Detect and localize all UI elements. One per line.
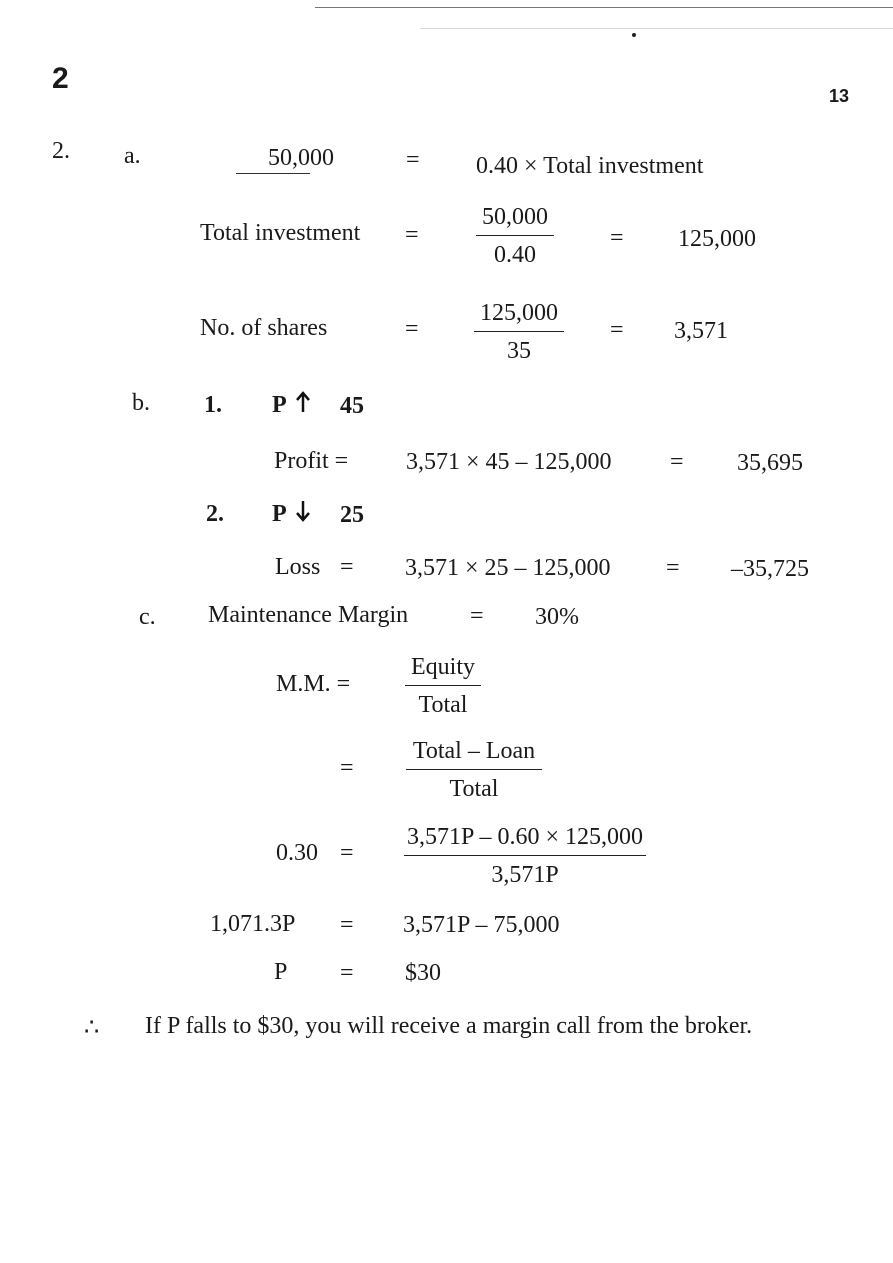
part-a-line1-left: 50,000 xyxy=(268,145,334,171)
fraction-denominator: 0.40 xyxy=(494,242,536,268)
no-of-shares-eq2: = xyxy=(610,317,624,343)
up-arrow-icon xyxy=(295,390,311,414)
no-of-shares-result: 3,571 xyxy=(674,318,728,344)
profit-calc: 3,571 × 45 – 125,000 xyxy=(406,449,612,475)
no-of-shares-fraction xyxy=(474,300,564,365)
price-result-left: P xyxy=(274,959,288,985)
loss-label: Loss xyxy=(275,554,321,580)
page-number: 13 xyxy=(829,86,850,106)
maintenance-margin-value: 30% xyxy=(535,604,579,630)
equity-over-total-fraction xyxy=(405,654,481,719)
loss-label-eq: = xyxy=(340,554,354,580)
therefore-symbol: ∴ xyxy=(84,1015,100,1041)
loss-eq: = xyxy=(666,555,680,581)
mm-formula4-left: 1,071.3P xyxy=(210,911,296,937)
conclusion-text: If P falls to $30, you will receive a margin call from the broker. xyxy=(145,1013,753,1039)
loss-result: –35,725 xyxy=(731,556,809,582)
down-arrow-icon xyxy=(295,499,311,523)
scan-top-rule-faint xyxy=(420,28,893,29)
margin-call-fraction xyxy=(404,824,646,889)
price-result-value: $30 xyxy=(405,960,441,986)
fraction-numerator: 50,000 xyxy=(476,204,554,236)
part-a-line1-right: 0.40 × Total investment xyxy=(476,153,704,179)
scan-top-rule xyxy=(315,7,893,8)
fraction-numerator: Total – Loan xyxy=(406,738,542,770)
mm-formula2-eq: = xyxy=(340,755,354,781)
scan-speck xyxy=(632,33,636,37)
profit-result: 35,695 xyxy=(737,450,803,476)
loss-calc: 3,571 × 25 – 125,000 xyxy=(405,555,611,581)
part-a-line1-eq: = xyxy=(406,147,420,173)
part-b-label: b. xyxy=(132,390,150,416)
mm-formula4-eq: = xyxy=(340,912,354,938)
fraction-numerator: Equity xyxy=(405,654,481,686)
mm-formula4-right: 3,571P – 75,000 xyxy=(403,912,560,938)
part-c-label: c. xyxy=(139,604,156,630)
fraction-numerator: 3,571P – 0.60 × 125,000 xyxy=(404,824,646,856)
case2-price-label: P xyxy=(272,501,287,527)
total-minus-loan-fraction xyxy=(406,738,542,803)
price-result-eq: = xyxy=(340,960,354,986)
case1-number: 1. xyxy=(204,392,222,418)
part-a-underline xyxy=(236,173,310,174)
mm-formula-label: M.M. = xyxy=(276,671,351,697)
part-a-label: a. xyxy=(124,143,141,169)
fraction-denominator: 35 xyxy=(507,338,531,364)
profit-eq: = xyxy=(670,449,684,475)
section-number: 2 xyxy=(52,62,69,95)
total-investment-eq: = xyxy=(405,222,419,248)
maintenance-margin-title: Maintenance Margin xyxy=(208,602,409,628)
profit-label: Profit = xyxy=(274,448,349,474)
fraction-denominator: 3,571P xyxy=(491,862,559,888)
fraction-denominator: Total xyxy=(418,692,468,718)
case2-number: 2. xyxy=(206,501,224,527)
total-investment-fraction xyxy=(476,204,554,269)
case1-price-label: P xyxy=(272,392,287,418)
case1-price: 45 xyxy=(340,393,364,419)
total-investment-eq2: = xyxy=(610,225,624,251)
fraction-denominator: Total xyxy=(449,776,499,802)
maintenance-margin-eq: = xyxy=(470,603,484,629)
total-investment-label: Total investment xyxy=(200,220,361,246)
question-label: 2. xyxy=(52,138,70,164)
fraction-numerator: 125,000 xyxy=(474,300,564,332)
no-of-shares-eq: = xyxy=(405,316,419,342)
total-investment-result: 125,000 xyxy=(678,226,756,252)
mm-formula3-label: 0.30 xyxy=(276,840,318,866)
mm-formula3-eq: = xyxy=(340,840,354,866)
no-of-shares-label: No. of shares xyxy=(200,315,328,341)
case2-price: 25 xyxy=(340,502,364,528)
